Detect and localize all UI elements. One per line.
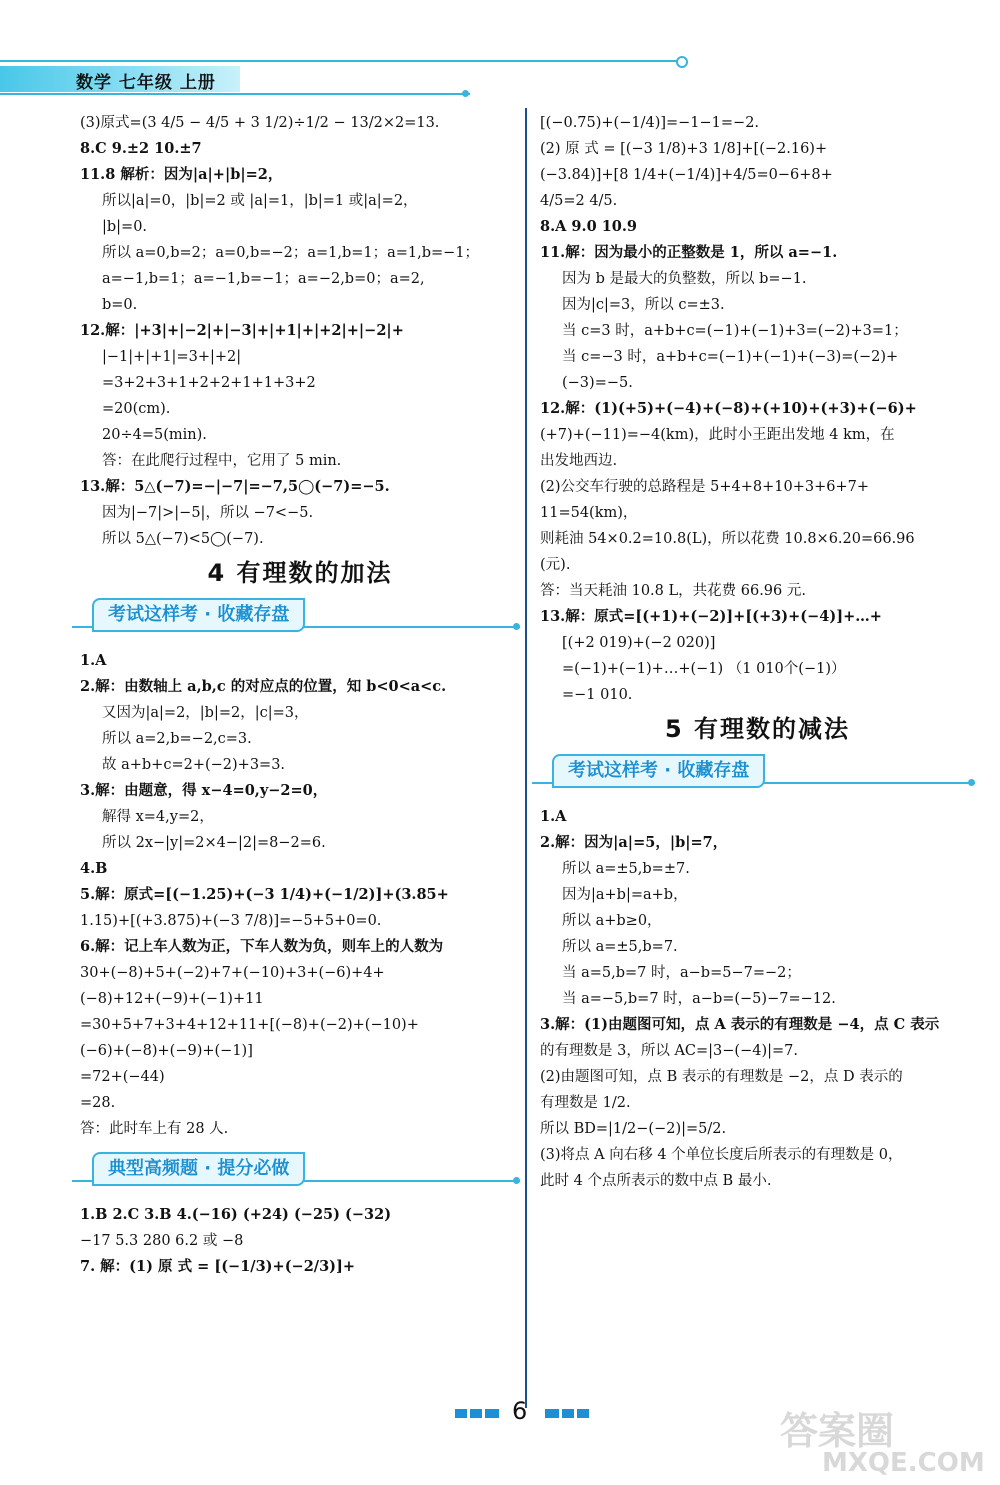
right-answers-part2 (540, 804, 975, 1194)
left-column (80, 110, 520, 1280)
answer-line: 此时 4 个点所表示的数中点 B 最小. (540, 1173, 772, 1189)
answer-line: 所以 a+b≥0， (562, 913, 662, 929)
answer-line: 8.A 9.0 10.9 (540, 218, 638, 235)
banner-label: 考试这样考 · 收藏存盘 (552, 754, 765, 788)
answer-line: 13.解：5△(−7)=−|−7|=−7,5◯(−7)=−5. (80, 478, 390, 495)
answer-line: 20÷4=5(min). (102, 427, 207, 443)
answer-line: [(−0.75)+(−1/4)]=−1−1=−2. (540, 115, 760, 131)
answer-line: 12.解：(1)(+5)+(−4)+(−8)+(+10)+(+3)+(−6)+ (540, 400, 917, 417)
answer-line: 7. 解：(1) 原 式 = [(−1/3)+(−2/3)]+ (80, 1258, 356, 1275)
page-header (0, 56, 690, 96)
answer-line: 1.B 2.C 3.B 4.(−16) (+24) (−25) (−32) (80, 1206, 392, 1223)
answer-line: 因为|−7|>|−5|，所以 −7<−5. (102, 505, 314, 521)
answer-line: 所以|a|=0，|b|=2 或 |a|=1，|b|=1 或|a|=2， (102, 193, 418, 209)
typical-questions-banner (72, 1152, 520, 1188)
answer-line: =20(cm). (102, 401, 171, 417)
section-4-banner (72, 598, 520, 634)
answer-line: 所以 2x−|y|=2×4−|2|=8−2=6. (102, 835, 326, 851)
section-4-title: 4 有理数的加法 (207, 559, 393, 587)
footer-deco-square (577, 1409, 589, 1418)
answer-line: 1.A (80, 652, 107, 669)
answer-line: 13.解：原式=[(+1)+(−2)]+[(+3)+(−4)]+…+ (540, 608, 882, 625)
answer-line: (3)将点 A 向右移 4 个单位长度后所表示的有理数是 0， (540, 1147, 903, 1163)
book-title: 数学 七年级 上册 (76, 73, 216, 93)
banner-label: 考试这样考 · 收藏存盘 (92, 598, 305, 632)
answer-line: (+7)+(−11)=−4(km)，此时小王距出发地 4 km，在 (540, 427, 895, 443)
answer-line: 1.15)+[(+3.875)+(−3 7/8)]=−5+5+0=0. (80, 913, 382, 929)
answer-line: 因为 b 是最大的负整数，所以 b=−1. (562, 271, 807, 287)
answer-line: 出发地西边. (540, 453, 618, 469)
answer-line: 答：当天耗油 10.8 L，共花费 66.96 元. (540, 583, 806, 599)
answer-line: 1.A (540, 808, 567, 825)
answer-line: |b|=0. (102, 219, 148, 235)
answer-line: =(−1)+(−1)+…+(−1) （1 010个(−1)） (562, 661, 846, 677)
answer-line: =3+2+3+1+2+2+1+1+3+2 (102, 375, 316, 391)
answer-line: =30+5+7+3+4+12+11+[(−8)+(−2)+(−10)+ (80, 1017, 419, 1033)
answer-line: =72+(−44) (80, 1069, 165, 1085)
answer-line: |−1|+|+1|=3+|+2| (102, 349, 242, 365)
answer-line: 所以 a=±5,b=±7. (562, 861, 690, 877)
left-answers-part1 (80, 110, 520, 552)
banner-dot (513, 623, 520, 630)
answer-line: 2.解：因为|a|=5，|b|=7， (540, 834, 728, 851)
answer-line: 的有理数是 3，所以 AC=|3−(−4)|=7. (540, 1043, 798, 1059)
answer-line: (−8)+12+(−9)+(−1)+11 (80, 991, 264, 1007)
answer-line: (−3)=−5. (562, 375, 633, 391)
answer-line: 答：此时车上有 28 人. (80, 1121, 229, 1137)
answer-line: (2)公交车行驶的总路程是 5+4+8+10+3+6+7+ (540, 479, 869, 495)
answer-line: (元). (540, 557, 571, 573)
left-answers-part2 (80, 648, 520, 1142)
answer-line: 所以 a=0,b=2；a=0,b=−2；a=1,b=1；a=1,b=−1； (102, 245, 480, 261)
answer-line: 当 c=3 时，a+b+c=(−1)+(−1)+3=(−2)+3=1； (562, 323, 908, 339)
answer-line: 因为|a+b|=a+b， (562, 887, 688, 903)
answer-line: 所以 BD=|1/2−(−2)|=5/2. (540, 1121, 727, 1137)
answer-line: 5.解：原式=[(−1.25)+(−3 1/4)+(−1/2)]+(3.85+ (80, 886, 449, 903)
answer-line: 2.解：由数轴上 a,b,c 的对应点的位置，知 b<0<a<c. (80, 678, 447, 695)
answer-line: 当 a=5,b=7 时，a−b=5−7=−2； (562, 965, 801, 981)
answer-line: 11.8 解析：因为|a|+|b|=2， (80, 166, 283, 183)
answer-line: 8.C 9.±2 10.±7 (80, 140, 202, 157)
watermark-url: MXQE.COM (822, 1448, 985, 1478)
answer-line: 因为|c|=3，所以 c=±3. (562, 297, 725, 313)
answer-line: 11=54(km)， (540, 505, 638, 521)
banner-dot (513, 1177, 520, 1184)
answer-line: 当 c=−3 时，a+b+c=(−1)+(−1)+(−3)=(−2)+ (562, 349, 899, 365)
answer-line: 有理数是 1/2. (540, 1095, 631, 1111)
answer-line: 所以 a=±5,b=7. (562, 939, 678, 955)
answer-line: =28. (80, 1095, 116, 1111)
header-bottom-dot (462, 90, 469, 97)
answer-line: (−6)+(−8)+(−9)+(−1)] (80, 1043, 253, 1059)
answer-line: (2)由题图可知，点 B 表示的有理数是 −2，点 D 表示的 (540, 1069, 903, 1085)
answer-line: 3.解：(1)由题图可知，点 A 表示的有理数是 −4，点 C 表示 (540, 1016, 940, 1033)
answer-line: 答：在此爬行过程中，它用了 5 min. (102, 453, 342, 469)
left-answers-part3 (80, 1202, 520, 1280)
answer-line: 3.解：由题意，得 x−4=0,y−2=0， (80, 782, 328, 799)
watermark-logo: 答案圈 (780, 1409, 895, 1453)
answer-line: (2) 原 式 = [(−3 1/8)+3 1/8]+[(−2.16)+ (540, 141, 828, 157)
answer-line: 4/5=2 4/5. (540, 193, 618, 209)
answer-line: (3)原式=(3 4/5 − 4/5 + 3 1/2)÷1/2 − 13/2×2=13. (80, 115, 440, 131)
footer-deco-square (562, 1409, 574, 1418)
footer-deco-square (545, 1409, 559, 1418)
answer-line: 解得 x=4,y=2， (102, 809, 214, 825)
answer-line: 11.解：因为最小的正整数是 1，所以 a=−1. (540, 244, 838, 261)
answer-line: −17 5.3 280 6.2 或 −8 (80, 1233, 244, 1249)
banner-label: 典型高频题 · 提分必做 (92, 1152, 305, 1186)
header-bottom-rule (0, 93, 470, 95)
answer-line: 4.B (80, 860, 108, 877)
answer-line: 又因为|a|=2，|b|=2，|c|=3， (102, 705, 309, 721)
right-column (540, 110, 975, 1194)
answer-line: 所以 5△(−7)<5◯(−7). (102, 531, 264, 547)
footer-deco-square (455, 1409, 467, 1418)
footer-deco-square (470, 1409, 482, 1418)
answer-line: 当 a=−5,b=7 时，a−b=(−5)−7=−12. (562, 991, 836, 1007)
answer-line: (−3.84)]+[8 1/4+(−1/4)]+4/5=0−6+8+ (540, 167, 833, 183)
banner-dot (968, 779, 975, 786)
section-5-banner (532, 754, 975, 790)
header-rule-end-dot (676, 56, 688, 68)
footer-deco-square (485, 1409, 499, 1418)
column-divider (525, 108, 527, 1408)
answer-line: 故 a+b+c=2+(−2)+3=3. (102, 757, 286, 773)
answer-line: =−1 010. (562, 687, 633, 703)
right-answers-part1 (540, 110, 975, 708)
header-top-rule (0, 60, 680, 62)
answer-line: 30+(−8)+5+(−2)+7+(−10)+3+(−6)+4+ (80, 965, 385, 981)
answer-line: a=−1,b=1；a=−1,b=−1；a=−2,b=0；a=2, (102, 271, 425, 287)
answer-line: 则耗油 54×0.2=10.8(L)，所以花费 10.8×6.20=66.96 (540, 531, 915, 547)
answer-line: b=0. (102, 297, 138, 313)
answer-line: [(+2 019)+(−2 020)] (562, 635, 716, 651)
answer-line: 所以 a=2,b=−2,c=3. (102, 731, 252, 747)
answer-line: 6.解：记上车人数为正，下车人数为负，则车上的人数为 (80, 938, 444, 955)
answer-line: 12.解：|+3|+|−2|+|−3|+|+1|+|+2|+|−2|+ (80, 322, 404, 339)
section-5-title: 5 有理数的减法 (664, 715, 851, 743)
page-number: 6 (512, 1397, 528, 1425)
